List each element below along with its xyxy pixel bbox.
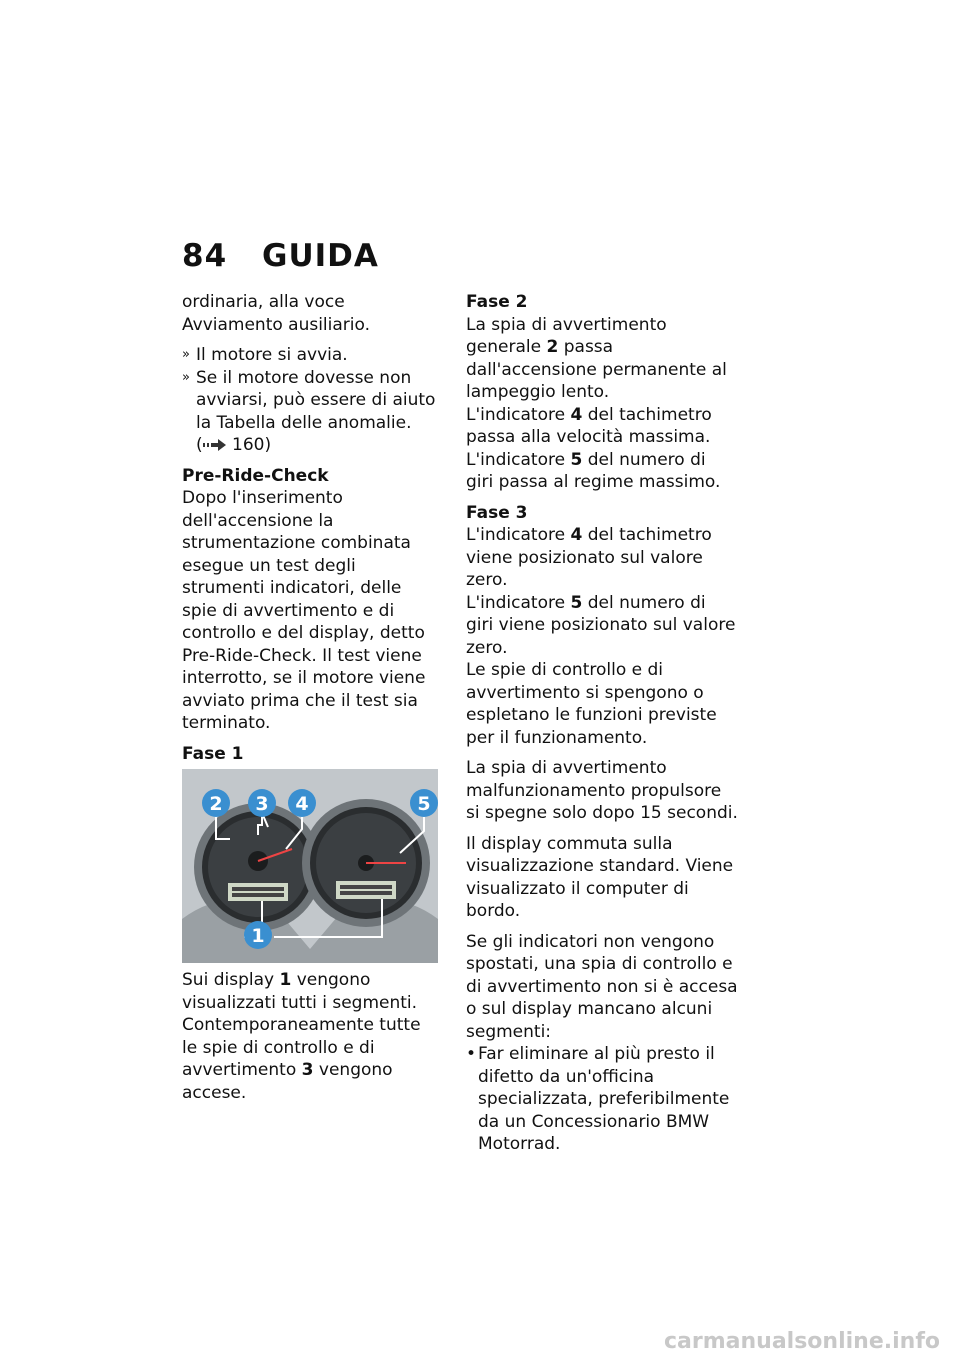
reference-number: 5 (570, 592, 583, 613)
fault-paragraph: Se gli indicatori non vengono spostati, una spia di controllo e di avvertimento non si è accesa o sul display mancano alcuni segmenti: (466, 931, 738, 1042)
callout-label: 2 (209, 793, 223, 815)
figure-callout (202, 789, 230, 817)
text-run: Sui display (182, 970, 275, 990)
bullet-icon: • (466, 1044, 477, 1064)
bullet-text: Far eliminare al più presto il difetto da un'officina specializzata, preferibilmente da un Concessionario BMW Motorrad. (478, 1044, 730, 1154)
fase-1-text-b (182, 1014, 438, 1104)
page-reference[interactable]: ( 160) (196, 435, 272, 455)
text-run: vengono visualizzati tutti i segmenti. (182, 970, 418, 1013)
result-item (182, 344, 438, 367)
pre-ride-check-text: Dopo l'inserimento dell'accensione la strumentazione combinata esegue un test degli strumenti indicatori, delle spie di avvertimento e di controllo e del display, detto Pre-Ride-Check. Il test viene interrotto, se il motore viene avviato prima che il test sia terminato. (182, 488, 426, 733)
tachometer-dial (302, 799, 430, 927)
text-run: L'indicatore (466, 525, 566, 545)
list-item (466, 1043, 738, 1156)
result-item (182, 367, 438, 435)
result-arrow-icon: » (182, 347, 190, 362)
reference-number: 1 (279, 970, 292, 990)
fase-1-heading: Fase 1 (182, 743, 244, 764)
fase-2-text-a (466, 314, 738, 404)
figure-callout (410, 789, 438, 817)
instrument-cluster-figure (182, 769, 438, 963)
reference-number: 5 (570, 449, 583, 470)
watermark: carmanualsonline.info (664, 1329, 940, 1354)
figure-callout (248, 789, 276, 817)
fase-2-heading: Fase 2 (466, 292, 528, 312)
fase-3-text-a (466, 524, 738, 592)
result-arrow-icon: » (182, 369, 190, 385)
fase-1-text-a (182, 969, 438, 1014)
reference-number: 2 (546, 337, 559, 357)
callout-label: 5 (417, 793, 431, 815)
fase-2-text-c (466, 449, 738, 494)
figure-callout (244, 921, 272, 949)
text-run: vengono accese. (182, 1060, 393, 1103)
display-paragraph: Il display commuta sulla visualizzazione standard. Viene visualizzato il computer di bordo. (466, 833, 734, 921)
intro-text: ordinaria, alla voce Avviamento ausiliario. (182, 292, 371, 335)
text-run: del numero di giri passa al regime massimo. (466, 449, 721, 492)
reference-arrow-icon (203, 439, 227, 451)
callout-label: 3 (255, 793, 269, 815)
fase-3-text-b (466, 592, 738, 660)
fase-2-text-b (466, 404, 738, 449)
text-run: del numero di giri viene posizionato sul valore zero. (466, 592, 736, 658)
reference-page-number: 160) (232, 435, 272, 455)
pre-ride-check-heading: Pre-Ride-Check (182, 465, 329, 486)
reference-number: 4 (570, 404, 583, 425)
text-run: Contemporaneamente tutte le spie di controllo e di avvertimento (182, 1015, 421, 1080)
result-text: Il motore si avvia. (196, 345, 348, 365)
text-run: passa dall'accensione permanente al lampeggio lento. (466, 337, 727, 402)
page-header (182, 238, 379, 274)
text-run: L'indicatore (466, 449, 566, 470)
result-text: Se il motore dovesse non avviarsi, può essere di aiuto la Tabella delle anomalie. (196, 367, 436, 433)
reference-number: 4 (570, 525, 583, 545)
fase-3-heading: Fase 3 (466, 502, 528, 523)
section-title: GUIDA (262, 238, 379, 274)
malfunction-paragraph: La spia di avvertimento malfunzionamento propulsore si spegne solo dopo 15 secondi. (466, 758, 738, 823)
left-column (182, 291, 438, 1112)
fase-3-text-c: Le spie di controllo e di avvertimento si spengono o espletano le funzioni previste per il funzionamento. (466, 660, 717, 748)
callout-label: 1 (251, 925, 265, 947)
reference-number: 3 (301, 1060, 314, 1080)
callout-label: 4 (295, 793, 309, 815)
text-run: del tachimetro viene posizionato sul valore zero. (466, 525, 712, 590)
page-number: 84 (182, 238, 228, 274)
right-column (466, 291, 738, 1156)
text-run: del tachimetro passa alla velocità massima. (466, 404, 712, 447)
text-run: L'indicatore (466, 404, 566, 425)
text-run: L'indicatore (466, 592, 566, 613)
figure-callout (288, 789, 316, 817)
text-run: La spia di avvertimento generale (466, 314, 667, 357)
